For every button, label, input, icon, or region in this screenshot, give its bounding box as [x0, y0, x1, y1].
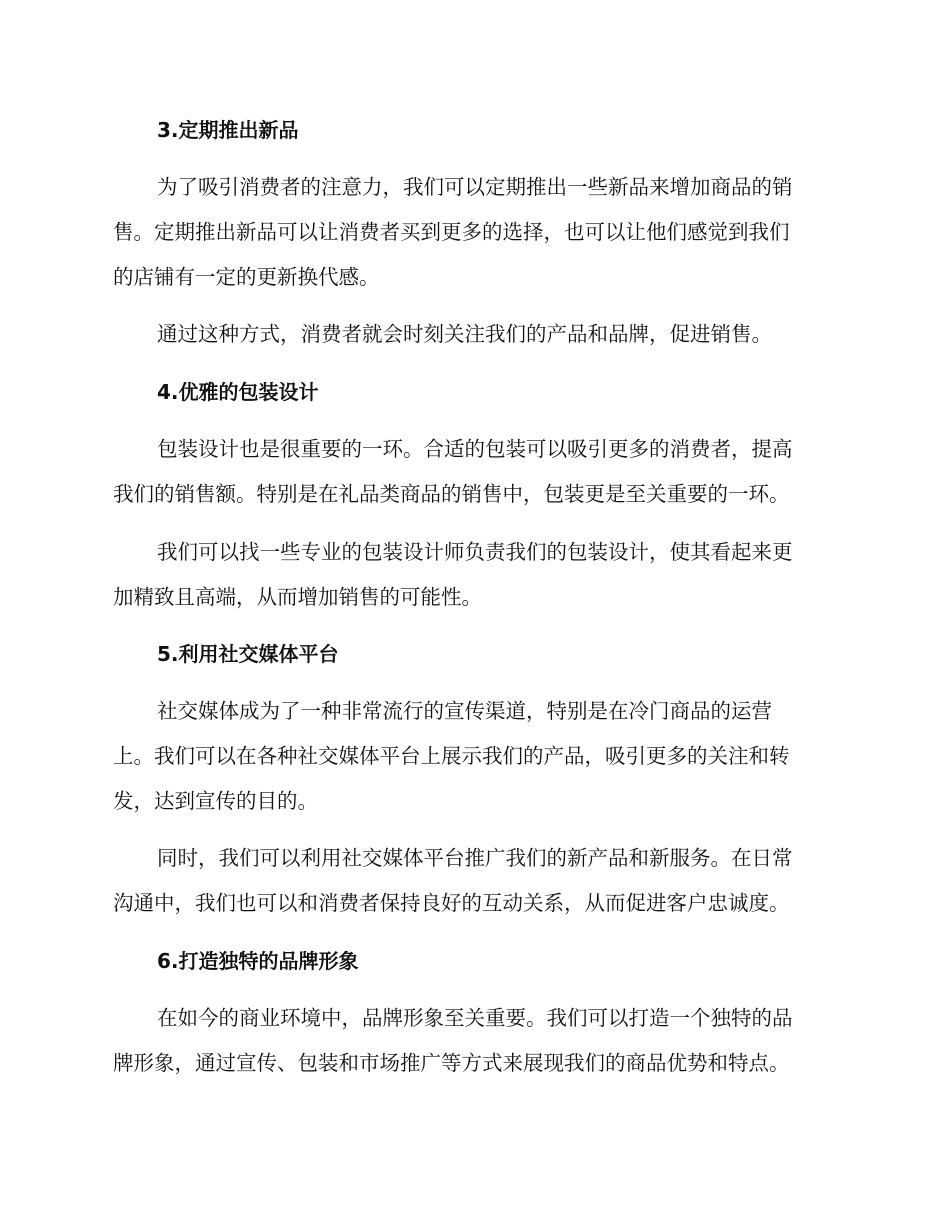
section-heading: 6.打造独特的品牌形象	[157, 949, 359, 973]
paragraph-line: 包装设计也是很重要的一环。合适的包装可以吸引更多的消费者，提高	[157, 437, 793, 461]
paragraph-line: 社交媒体成为了一种非常流行的宣传渠道，特别是在冷门商品的运营	[157, 699, 772, 723]
paragraph-line: 我们可以找一些专业的包装设计师负责我们的包装设计，使其看起来更	[157, 540, 793, 564]
paragraph-line: 的店铺有一定的更新换代感。	[113, 265, 380, 289]
section-heading: 3.定期推出新品	[157, 118, 299, 142]
paragraph-line: 售。定期推出新品可以让消费者买到更多的选择，也可以让他们感觉到我们	[113, 220, 790, 244]
section-heading: 5.利用社交媒体平台	[157, 642, 339, 666]
paragraph-line: 牌形象，通过宣传、包装和市场推广等方式来展现我们的商品优势和特点。	[113, 1051, 790, 1075]
paragraph-line: 同时，我们可以利用社交媒体平台推广我们的新产品和新服务。在日常	[157, 846, 793, 870]
paragraph-line: 为了吸引消费者的注意力，我们可以定期推出一些新品来增加商品的销	[157, 175, 793, 199]
paragraph-line: 发，达到宣传的目的。	[113, 789, 318, 813]
paragraph-line: 加精致且高端，从而增加销售的可能性。	[113, 585, 482, 609]
paragraph-line: 上。我们可以在各种社交媒体平台上展示我们的产品，吸引更多的关注和转	[113, 744, 790, 768]
paragraph-line: 我们的销售额。特别是在礼品类商品的销售中，包装更是至关重要的一环。	[113, 482, 790, 506]
section-heading: 4.优雅的包装设计	[157, 380, 319, 404]
paragraph-line: 沟通中，我们也可以和消费者保持良好的互动关系，从而促进客户忠诚度。	[113, 891, 790, 915]
paragraph-line: 在如今的商业环境中，品牌形象至关重要。我们可以打造一个独特的品	[157, 1006, 793, 1030]
paragraph-line: 通过这种方式，消费者就会时刻关注我们的产品和品牌，促进销售。	[157, 322, 772, 346]
